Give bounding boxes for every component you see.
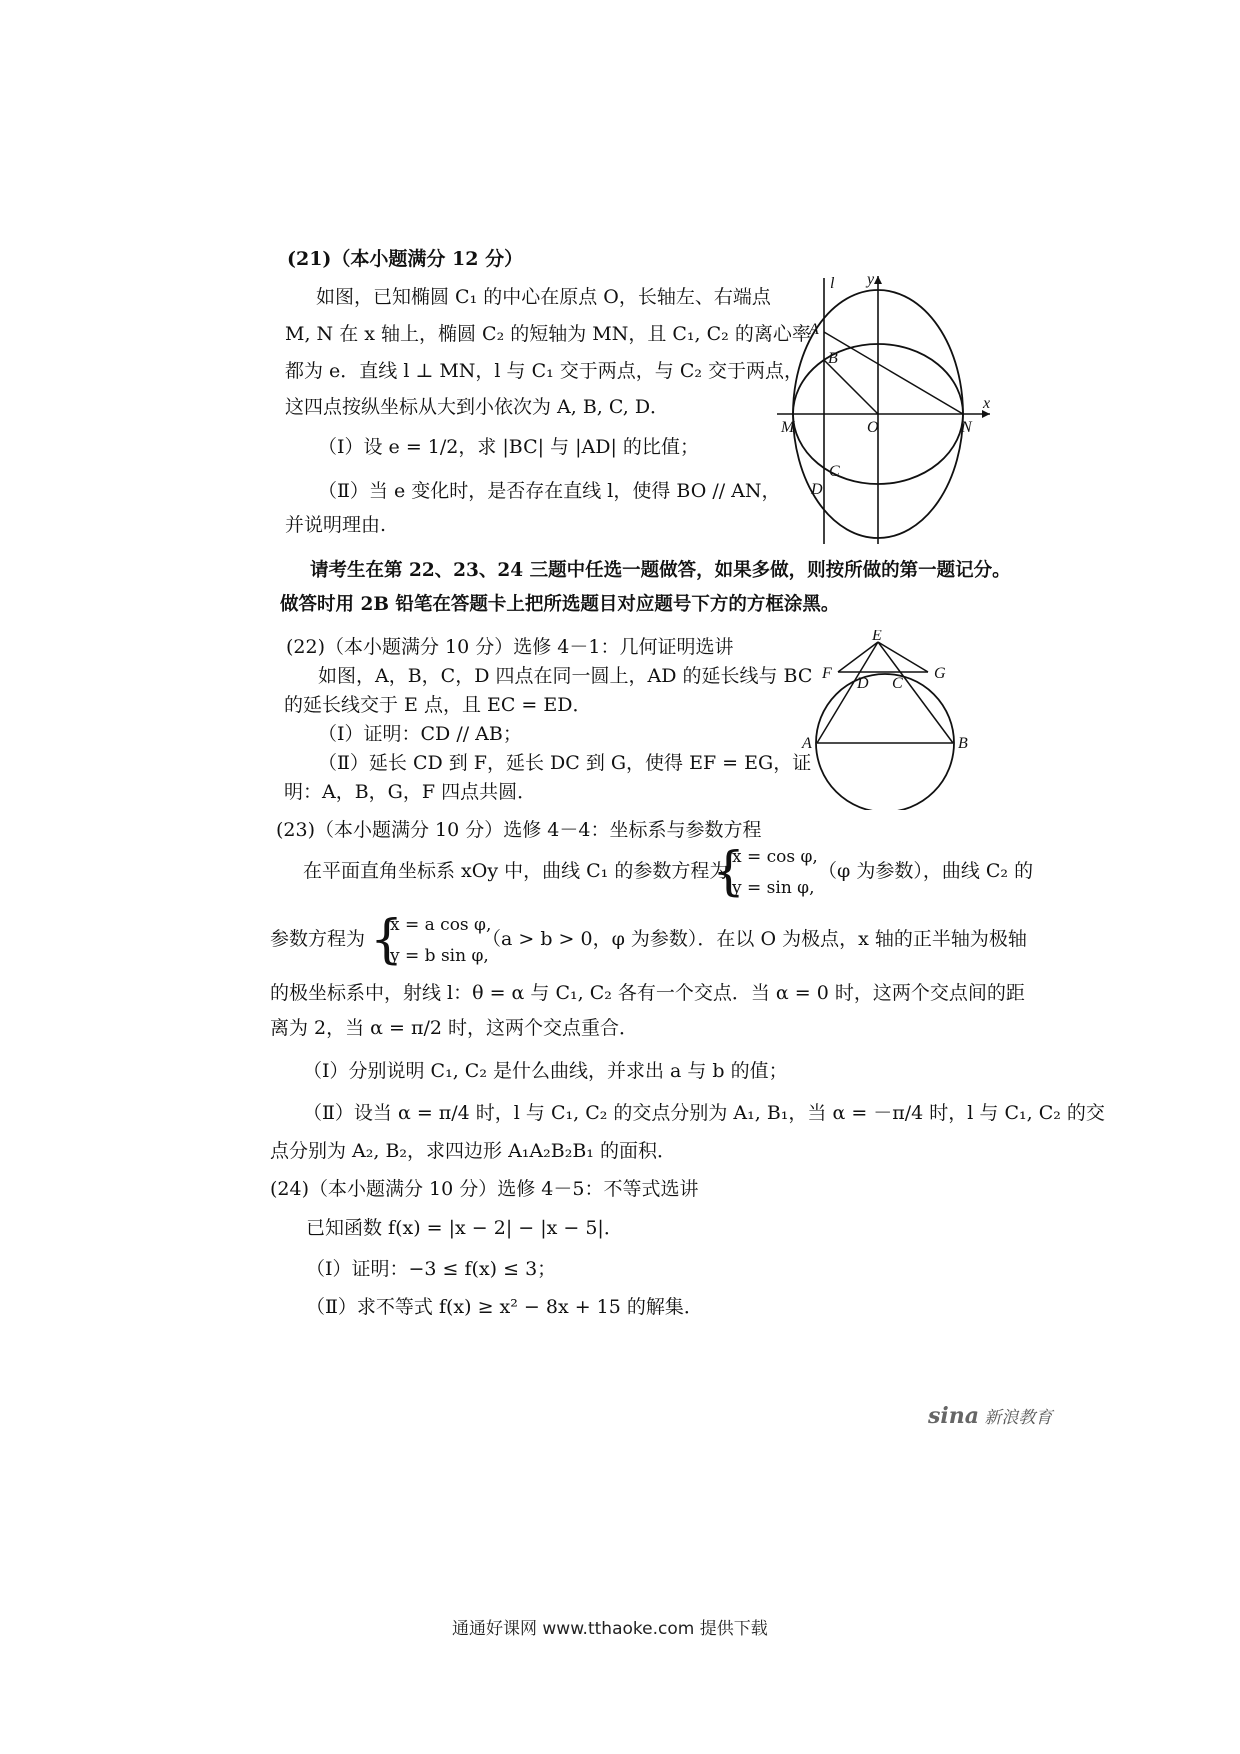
- q22-label-B: B: [958, 735, 968, 752]
- q23-system1-eq1: x = cos φ,: [732, 847, 818, 867]
- q21-label-B: B: [828, 350, 838, 367]
- q22-label-E: E: [872, 630, 882, 644]
- footer-download-note: 通通好课网 www.tthaoke.com 提供下载: [452, 1619, 768, 1639]
- q21-text-line1: 如图，已知椭圆 C₁ 的中心在原点 O，长轴左、右端点: [316, 286, 771, 308]
- q23-system2-eq2: y = b sin φ,: [390, 946, 489, 966]
- q22-label-F: F: [822, 665, 832, 682]
- sina-logo: [928, 1403, 1052, 1429]
- q23-text-line1-pre: 在平面直角坐标系 xOy 中，曲线 C₁ 的参数方程为: [303, 860, 729, 882]
- q21-ellipse-figure: [775, 268, 995, 548]
- q21-label-A: A: [809, 321, 819, 338]
- q24-text-line1: 已知函数 f(x) = |x − 2| − |x − 5|．: [306, 1217, 623, 1239]
- q23-system2-eq1: x = a cos φ,: [390, 915, 492, 935]
- instructions-line2: 做答时用 2B 铅笔在答题卡上把所选题目对应题号下方的方框涂黑。: [280, 594, 840, 615]
- q22-label-C: C: [892, 675, 903, 692]
- q23-text-line1-post: （φ 为参数），曲线 C₂ 的: [818, 860, 1034, 882]
- q22-circle-figure: [800, 630, 980, 810]
- q23-part1: （Ⅰ）分别说明 C₁, C₂ 是什么曲线，并求出 a 与 b 的值；: [303, 1060, 788, 1082]
- q22-label-A: A: [802, 735, 812, 752]
- q23-brace-1: {: [712, 842, 746, 902]
- q23-system1-eq2: y = sin φ,: [732, 878, 815, 898]
- q23-text-line3: 的极坐标系中，射线 l：θ = α 与 C₁, C₂ 各有一个交点．当 α = 0 时，这两个交点间的距: [270, 982, 1025, 1004]
- q21-part2: （Ⅱ）当 e 变化时，是否存在直线 l，使得 BO // AN，: [318, 480, 781, 502]
- q22-text-line1: 如图，A，B，C，D 四点在同一圆上，AD 的延长线与 BC: [318, 665, 813, 687]
- q23-text-line2-pre: 参数方程为: [270, 928, 366, 950]
- q23-part2: （Ⅱ）设当 α = π/4 时，l 与 C₁, C₂ 的交点分别为 A₁, B₁，当 α = －π/4 时，l 与 C₁, C₂ 的交: [303, 1102, 1105, 1124]
- q23-text-line4: 离为 2，当 α = π/2 时，这两个交点重合．: [270, 1017, 639, 1039]
- q22-part2: （Ⅱ）延长 CD 到 F，延长 DC 到 G，使得 EF = EG，证: [318, 752, 812, 774]
- q21-part1: （Ⅰ）设 e = 1/2，求 |BC| 与 |AD| 的比值；: [318, 436, 699, 458]
- q21-label-N: N: [961, 419, 972, 436]
- q22-part2-cont: 明：A，B，G，F 四点共圆．: [284, 781, 537, 803]
- q23-header: (23)（本小题满分 10 分）选修 4－4：坐标系与参数方程: [276, 819, 762, 841]
- q21-text-line2: M, N 在 x 轴上，椭圆 C₂ 的短轴为 MN，且 C₁, C₂ 的离心率: [285, 323, 811, 345]
- sina-logo-mark: sina: [928, 1403, 979, 1429]
- q21-label-M: M: [781, 419, 795, 436]
- q23-brace-2: {: [370, 910, 404, 970]
- q21-label-D: D: [811, 481, 823, 498]
- q24-part2: （Ⅱ）求不等式 f(x) ≥ x² − 8x + 15 的解集．: [306, 1296, 703, 1318]
- q21-text-line4: 这四点按纵坐标从大到小依次为 A, B, C, D．: [285, 396, 670, 418]
- q23-part2-cont: 点分别为 A₂, B₂，求四边形 A₁A₂B₂B₁ 的面积．: [270, 1140, 676, 1162]
- sina-logo-text: 新浪教育: [984, 1408, 1053, 1428]
- q21-label-x: x: [983, 395, 991, 412]
- q21-label-C: C: [829, 463, 840, 480]
- q21-header: (21)（本小题满分 12 分）: [287, 248, 524, 270]
- q21-label-O: O: [867, 419, 879, 436]
- q22-text-line2: 的延长线交于 E 点，且 EC = ED．: [284, 694, 592, 716]
- q23-text-line2-post: （a > b > 0，φ 为参数）．在以 O 为极点，x 轴的正半轴为极轴: [482, 928, 1027, 950]
- q24-part1: （Ⅰ）证明：−3 ≤ f(x) ≤ 3；: [306, 1258, 557, 1280]
- q21-label-l: l: [830, 275, 835, 292]
- q24-header: (24)（本小题满分 10 分）选修 4－5：不等式选讲: [270, 1178, 699, 1200]
- q22-part1: （Ⅰ）证明：CD // AB；: [318, 723, 522, 745]
- q21-part2-cont: 并说明理由.: [285, 514, 387, 536]
- instructions-line1: 请考生在第 22、23、24 三题中任选一题做答，如果多做，则按所做的第一题记分。: [310, 560, 1011, 581]
- q21-label-y: y: [867, 271, 875, 288]
- q22-header: (22)（本小题满分 10 分）选修 4－1：几何证明选讲: [286, 636, 734, 658]
- q21-text-line3: 都为 e．直线 l ⊥ MN，l 与 C₁ 交于两点，与 C₂ 交于两点，: [285, 360, 804, 382]
- q22-label-G: G: [934, 665, 946, 682]
- q22-label-D: D: [857, 675, 869, 692]
